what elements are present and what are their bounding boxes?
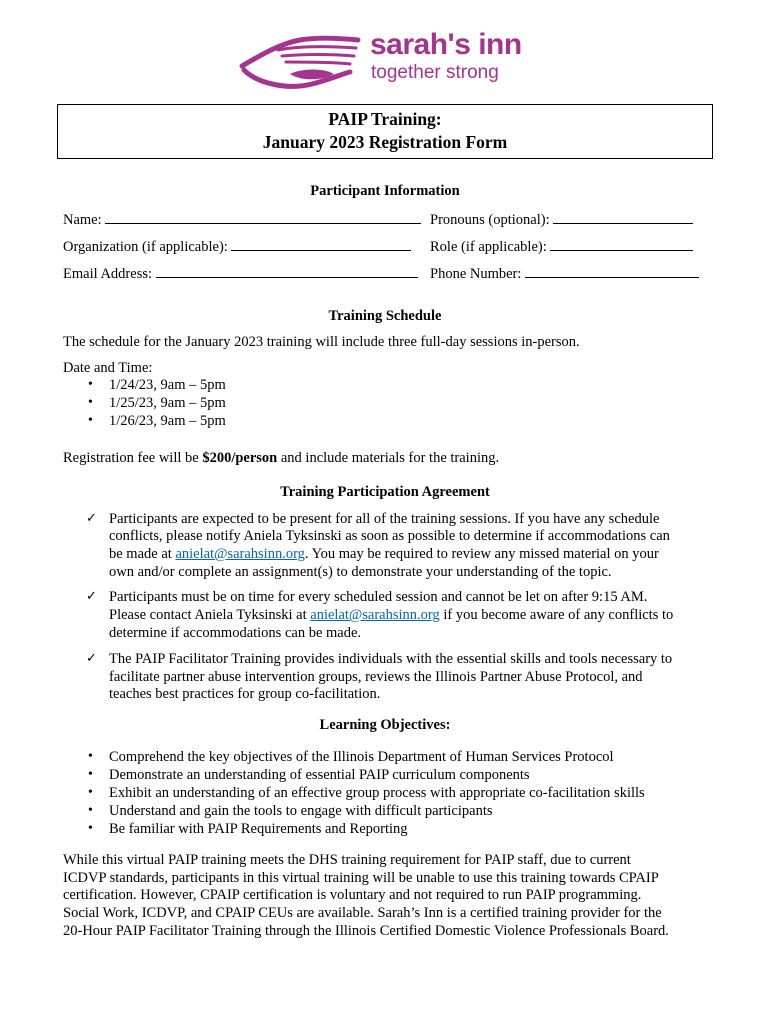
agreement-item-3-line: teaches best practices for group co-facilitation. xyxy=(109,686,381,702)
closing-paragraph-line: Social Work, ICDVP, and CPAIP CEUs are available. Sarah’s Inn is a certified training provider for the xyxy=(63,905,662,921)
bullet-icon: • xyxy=(88,395,93,410)
email-field[interactable] xyxy=(156,264,418,278)
name-label: Name: xyxy=(63,212,102,228)
agreement-item-3-line: facilitate partner abuse intervention groups, reviews the Illinois Partner Abuse Protocol, and xyxy=(109,669,643,685)
text: if you become aware of any conflicts to xyxy=(439,607,674,623)
brand-name: sarah's inn xyxy=(370,28,522,61)
agreement-item-1-line: own and/or complete an assignment(s) to demonstrate your understanding of the topic. xyxy=(109,564,612,580)
objective-item: Comprehend the key objectives of the Illinois Department of Human Services Protocol xyxy=(109,749,614,765)
fee-amount: $200/person xyxy=(202,450,278,466)
agreement-item-3-line: The PAIP Facilitator Training provides individuals with the essential skills and tools necessary to xyxy=(109,651,673,667)
bullet-icon: • xyxy=(88,767,93,782)
agreement-item-2-line: determine if accommodations can be made. xyxy=(109,625,362,641)
pronouns-row xyxy=(430,210,693,230)
phone-label: Phone Number: xyxy=(430,266,522,282)
date-item: 1/25/23, 9am – 5pm xyxy=(109,395,226,411)
date-item: 1/26/23, 9am – 5pm xyxy=(109,413,226,429)
role-row xyxy=(430,237,693,257)
bullet-icon: • xyxy=(88,785,93,800)
objective-item: Exhibit an understanding of an effective group process with appropriate co-facilitation skills xyxy=(109,785,645,801)
objective-item: Understand and gain the tools to engage with difficult participants xyxy=(109,803,493,819)
schedule-intro: The schedule for the January 2023 training will include three full-day sessions in-person. xyxy=(63,334,580,350)
phone-field[interactable] xyxy=(525,264,699,278)
sarahs-inn-logo xyxy=(238,28,538,88)
organization-field[interactable] xyxy=(231,237,411,251)
bullet-icon: • xyxy=(88,803,93,818)
form-title-line2: January 2023 Registration Form xyxy=(262,132,508,152)
role-label: Role (if applicable): xyxy=(430,239,547,255)
brand-tagline: together strong xyxy=(371,62,499,83)
bullet-icon: • xyxy=(88,413,93,428)
closing-paragraph-line: While this virtual PAIP training meets the DHS training requirement for PAIP staff, due to current xyxy=(63,852,631,868)
fee-text-post: and include materials for the training. xyxy=(277,450,500,466)
bullet-icon: • xyxy=(88,749,93,764)
agreement-item-2-line xyxy=(109,607,673,625)
fee-text-pre: Registration fee will be xyxy=(63,450,203,466)
agreement-heading: Training Participation Agreement xyxy=(280,484,490,500)
organization-label: Organization (if applicable): xyxy=(63,239,228,255)
email-label: Email Address: xyxy=(63,266,153,282)
bullet-icon: • xyxy=(88,821,93,836)
checkmark-icon: ✓ xyxy=(86,651,97,666)
agreement-item-2-line: Participants must be on time for every scheduled session and cannot be let on after 9:15 AM. xyxy=(109,589,648,605)
phone-row xyxy=(430,264,699,284)
training-schedule-heading: Training Schedule xyxy=(328,308,442,324)
hands-logo-icon xyxy=(238,32,366,90)
closing-paragraph-line: ICDVP standards, participants in this virtual training will be unable to use this training towards CPAIP xyxy=(63,870,659,886)
agreement-item-1-line: Participants are expected to be present for all of the training sessions. If you have any schedule xyxy=(109,511,660,527)
form-title-line1: PAIP Training: xyxy=(328,109,442,129)
checkmark-icon: ✓ xyxy=(86,511,97,526)
name-field[interactable] xyxy=(105,210,421,224)
objective-item: Demonstrate an understanding of essential PAIP curriculum components xyxy=(109,767,530,783)
text: be made at xyxy=(109,546,176,562)
organization-row xyxy=(63,237,411,257)
email-row xyxy=(63,264,418,284)
email-link[interactable]: anielat@sarahsinn.org xyxy=(310,607,440,623)
text: Please contact Aniela Tyksinski at xyxy=(109,607,311,623)
form-title-box xyxy=(57,104,713,159)
text: . You may be required to review any missed material on your xyxy=(304,546,659,562)
date-time-label: Date and Time: xyxy=(63,360,153,376)
agreement-item-1-line: conflicts, please notify Aniela Tyksinski as soon as possible to determine if accommodations can xyxy=(109,528,670,544)
closing-paragraph-line: 20-Hour PAIP Facilitator Training through the Illinois Certified Domestic Violence Professionals Board. xyxy=(63,923,669,939)
objective-item: Be familiar with PAIP Requirements and Reporting xyxy=(109,821,408,837)
agreement-item-1-line xyxy=(109,546,659,564)
role-field[interactable] xyxy=(550,237,693,251)
bullet-icon: • xyxy=(88,377,93,392)
email-link[interactable]: anielat@sarahsinn.org xyxy=(175,546,305,562)
pronouns-field[interactable] xyxy=(553,210,693,224)
name-row xyxy=(63,210,421,230)
learning-objectives-heading: Learning Objectives: xyxy=(319,717,451,733)
pronouns-label: Pronouns (optional): xyxy=(430,212,550,228)
checkmark-icon: ✓ xyxy=(86,589,97,604)
registration-fee xyxy=(63,450,499,468)
participant-info-heading: Participant Information xyxy=(310,183,460,199)
closing-paragraph-line: certification. However, CPAIP certification is voluntary and not required to run PAIP programming. xyxy=(63,887,642,903)
date-item: 1/24/23, 9am – 5pm xyxy=(109,377,226,393)
